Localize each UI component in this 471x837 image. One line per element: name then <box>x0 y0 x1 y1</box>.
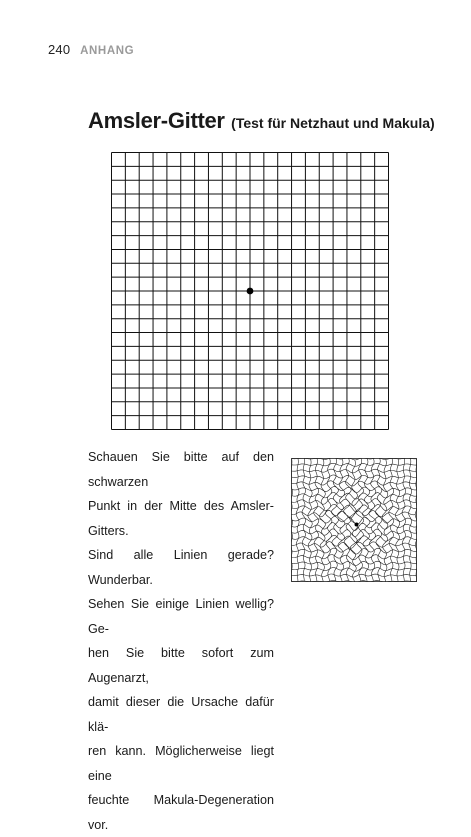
heading <box>88 108 435 134</box>
amsler-grid <box>111 152 389 430</box>
page-number: 240 <box>48 42 71 57</box>
center-dot <box>247 288 254 295</box>
body-paragraph <box>88 445 274 837</box>
body-line: feuchte Makula-Degeneration vor. <box>88 793 274 832</box>
running-header <box>48 42 134 57</box>
body-line: Schauen Sie bitte auf den schwarzen <box>88 450 274 489</box>
body-line: damit dieser die Ursache dafür klä- <box>88 695 274 734</box>
body-line: Punkt in der Mitte des Amsler-Gitters. <box>88 499 274 538</box>
distorted-center-dot <box>355 523 359 527</box>
heading-sub: (Test für Netzhaut und Makula) <box>231 115 435 131</box>
body-line: Sehen Sie einige Linien wellig? Ge- <box>88 597 274 636</box>
distorted-grid-illustration <box>291 458 417 582</box>
body-line: ren kann. Möglicherweise liegt eine <box>88 744 274 783</box>
body-line: Sind alle Linien gerade? Wunderbar. <box>88 548 274 587</box>
heading-main: Amsler-Gitter <box>88 108 225 133</box>
body-line: hen Sie bitte sofort zum Augenarzt, <box>88 646 274 685</box>
section-title: ANHANG <box>80 45 135 57</box>
distorted-grid-lines <box>291 458 417 582</box>
